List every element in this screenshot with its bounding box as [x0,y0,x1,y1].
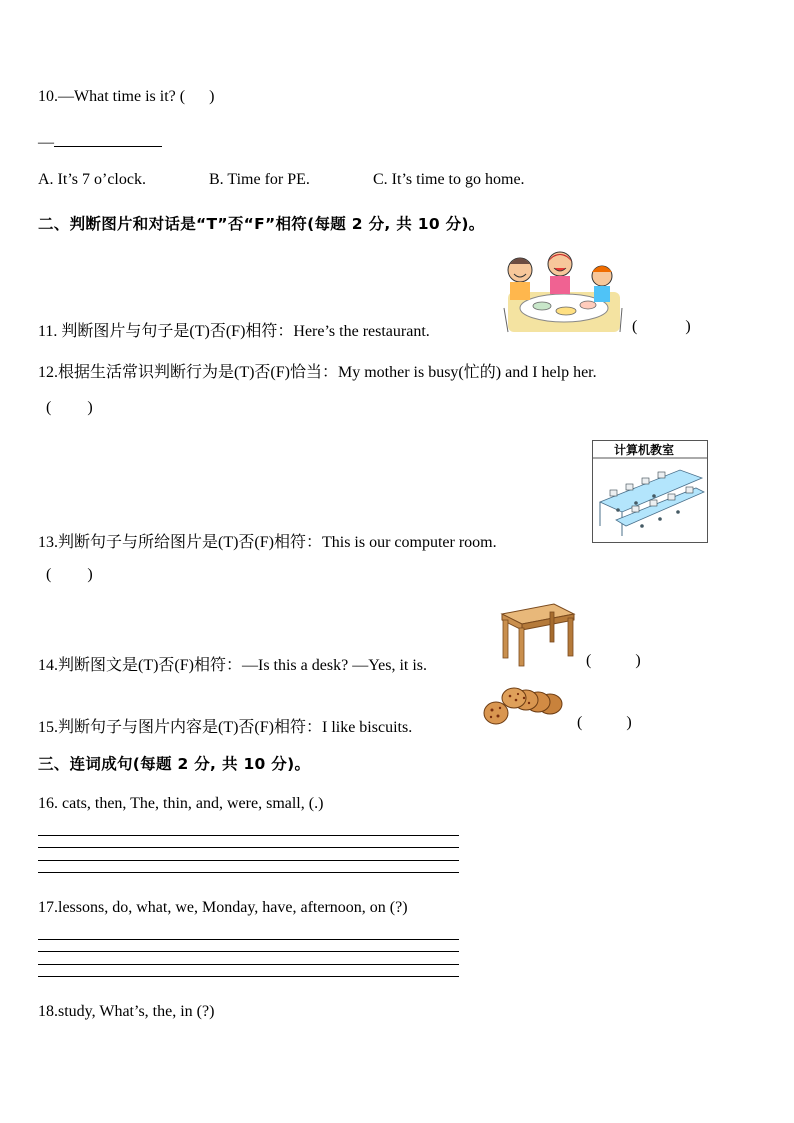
q12-answer-parens[interactable]: ( ) [46,399,93,416]
q15-question: 15.判断句子与图片内容是(T)否(F)相符：I like biscuits. [38,719,413,736]
computer-room-caption: 计算机教室 [614,443,675,457]
q16-question: 16. cats, then, The, thin, and, were, small, (.) [38,795,324,812]
q17-writing-line-2[interactable] [38,951,459,952]
q11-question: 11. 判断图片与句子是(T)否(F)相符：Here’s the restaurant. [38,323,430,340]
q15-answer-parens[interactable]: ( ) [577,714,632,731]
q10-question: 10.—What time is it? ( ) [38,88,215,105]
q17-writing-line-1[interactable] [38,939,459,940]
section3-heading: 三、连词成句(每题 2 分, 共 10 分)。 [38,755,311,773]
q13-question: 13.判断句子与所给图片是(T)否(F)相符：This is our computer room. [38,534,497,551]
q13-answer-parens[interactable]: ( ) [46,566,93,583]
q16-writing-line-3[interactable] [38,860,459,861]
biscuits-illustration [482,686,566,730]
q17-writing-line-4[interactable] [38,976,459,977]
q10-option-c: C. It’s time to go home. [373,171,525,188]
table-illustration [498,600,578,668]
family-dinner-illustration [502,248,624,334]
q10-option-b: B. Time for PE. [209,171,310,188]
q18-question: 18.study, What’s, the, in (?) [38,1003,215,1020]
q16-writing-line-1[interactable] [38,835,459,836]
q10-option-a: A. It’s 7 o’clock. [38,171,146,188]
q14-answer-parens[interactable]: ( ) [586,652,641,669]
q10-dash: — [38,134,54,151]
q11-answer-parens[interactable]: ( ) [632,318,691,335]
q10-answer-line [38,132,162,152]
q16-writing-line-4[interactable] [38,872,459,873]
q16-writing-line-2[interactable] [38,847,459,848]
q17-writing-line-3[interactable] [38,964,459,965]
q10-answer-blank[interactable] [54,132,162,147]
q14-question: 14.判断图文是(T)否(F)相符：—Is this a desk? —Yes, it is. [38,657,428,674]
section2-heading: 二、判断图片和对话是“T”否“F”相符(每题 2 分, 共 10 分)。 [38,215,485,233]
q12-question: 12.根据生活常识判断行为是(T)否(F)恰当：My mother is busy(忙的) and I help her. [38,364,597,381]
q17-question: 17.lessons, do, what, we, Monday, have, afternoon, on (?) [38,899,408,916]
